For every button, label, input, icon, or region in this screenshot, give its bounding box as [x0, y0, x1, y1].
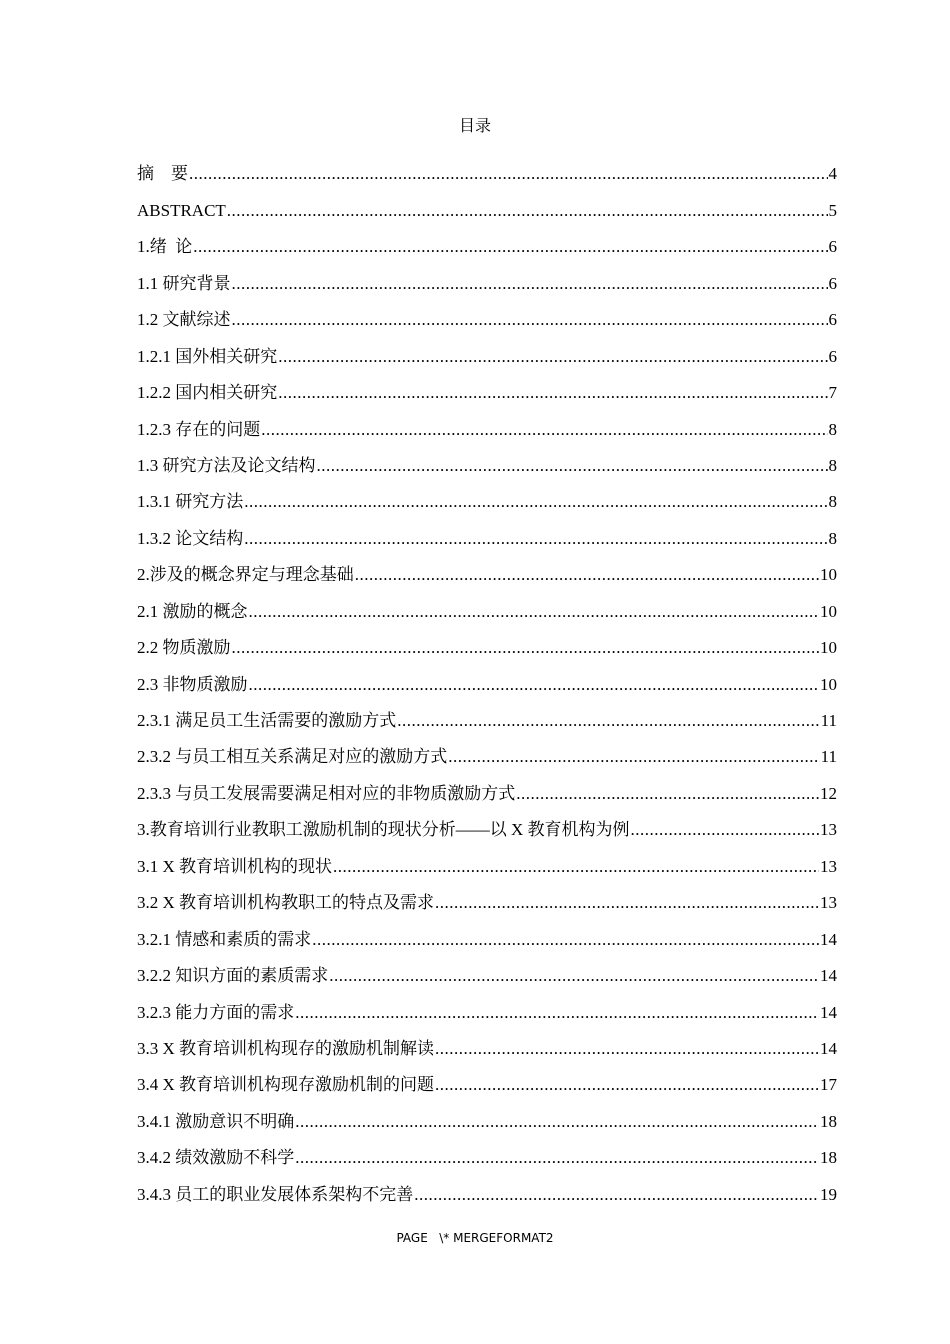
toc-entry[interactable] — [137, 403, 837, 439]
toc-entry-label: 3.2.3 能力方面的需求 — [137, 1002, 295, 1022]
toc-leader-dots — [333, 857, 819, 877]
toc-entry-label: 2.3 非物质激励 — [137, 674, 248, 694]
toc-entry-label: 1.2.1 国外相关研究 — [137, 346, 278, 366]
toc-entry[interactable] — [137, 622, 837, 658]
toc-entry[interactable] — [137, 877, 837, 913]
toc-entry-page: 4 — [828, 164, 837, 184]
toc-entry-label: 3.教育培训行业教职工激励机制的现状分析——以 X 教育机构为例 — [137, 820, 630, 840]
toc-leader-dots — [312, 930, 819, 950]
toc-entry-page: 14 — [820, 1038, 837, 1058]
toc-entry-label: 2.2 物质激励 — [137, 638, 231, 658]
toc-entry[interactable] — [137, 913, 837, 949]
toc-leader-dots — [189, 164, 828, 184]
toc-entry-label: 3.2 X 教育培训机构教职工的特点及需求 — [137, 893, 435, 913]
toc-leader-dots — [232, 310, 828, 330]
toc-entry-page: 8 — [828, 419, 837, 439]
toc-entry[interactable] — [137, 221, 837, 257]
toc-leader-dots — [249, 602, 820, 622]
toc-leader-dots — [317, 456, 828, 476]
toc-entry-page: 14 — [820, 929, 837, 949]
toc-entry[interactable] — [137, 476, 837, 512]
toc-leader-dots — [435, 1075, 819, 1095]
toc-entry-page: 8 — [828, 492, 837, 512]
toc-entry-page: 10 — [820, 565, 837, 585]
toc-entry-label: ABSTRACT — [137, 200, 226, 220]
toc-entry-label: 2.3.2 与员工相互关系满足对应的激励方式 — [137, 747, 448, 767]
toc-entry-page: 7 — [828, 383, 837, 403]
toc-entry[interactable] — [137, 658, 837, 694]
toc-entry-page: 10 — [820, 601, 837, 621]
toc-entry-page: 11 — [820, 711, 837, 730]
toc-entry-label: 1.3.1 研究方法 — [137, 492, 244, 512]
toc-leader-dots — [448, 747, 819, 767]
toc-entry-page: 10 — [820, 674, 837, 694]
toc-leader-dots — [227, 201, 828, 221]
toc-entry-label: 3.3 X 教育培训机构现存的激励机制解读 — [137, 1038, 435, 1058]
toc-leader-dots — [435, 893, 819, 913]
toc-title: 目录 — [458, 118, 491, 135]
toc-entry-page: 18 — [820, 1148, 837, 1168]
toc-entry[interactable] — [137, 257, 837, 293]
toc-entry-page: 6 — [828, 273, 837, 293]
toc-entry[interactable] — [137, 767, 837, 803]
toc-leader-dots — [329, 966, 819, 986]
toc-entry[interactable] — [137, 184, 837, 220]
toc-entry[interactable] — [137, 1168, 837, 1204]
toc-entry-label: 3.4.1 激励意识不明确 — [137, 1111, 295, 1131]
toc-entry-page: 8 — [828, 528, 837, 548]
toc-entry[interactable] — [137, 148, 837, 184]
toc-entry-label: 2.1 激励的概念 — [137, 601, 248, 621]
table-of-contents — [137, 148, 837, 1205]
toc-leader-dots — [397, 711, 819, 731]
toc-entry-page: 19 — [820, 1184, 837, 1204]
toc-leader-dots — [244, 492, 827, 512]
toc-entry-label: 1.2.3 存在的问题 — [137, 419, 261, 439]
toc-entry[interactable] — [137, 585, 837, 621]
toc-entry-page: 12 — [820, 783, 837, 803]
toc-entry-label: 1.3.2 论文结构 — [137, 528, 244, 548]
toc-leader-dots — [435, 1039, 819, 1059]
toc-entry[interactable] — [137, 695, 837, 731]
toc-entry-page: 6 — [828, 346, 837, 366]
toc-entry[interactable] — [137, 1023, 837, 1059]
toc-entry-page: 5 — [828, 200, 837, 220]
page-footer: PAGE \* MERGEFORMAT2 — [396, 1231, 554, 1245]
toc-entry[interactable] — [137, 330, 837, 366]
toc-entry-page: 10 — [820, 638, 837, 658]
toc-leader-dots — [232, 638, 820, 658]
toc-entry[interactable] — [137, 440, 837, 476]
toc-entry-label: 1.3 研究方法及论文结构 — [137, 455, 316, 475]
toc-entry-page: 6 — [828, 237, 837, 257]
toc-entry-label: 3.1 X 教育培训机构的现状 — [137, 856, 333, 876]
toc-entry-page: 13 — [820, 856, 837, 876]
toc-entry-page: 14 — [820, 1002, 837, 1022]
toc-entry-label: 1.绪 论 — [137, 237, 193, 257]
toc-entry-label: 3.4.2 绩效激励不科学 — [137, 1148, 295, 1168]
toc-entry-label: 1.1 研究背景 — [137, 273, 231, 293]
toc-entry[interactable] — [137, 731, 837, 767]
toc-entry[interactable] — [137, 1095, 837, 1131]
toc-leader-dots — [295, 1003, 819, 1023]
toc-entry-page: 8 — [828, 455, 837, 475]
toc-entry[interactable] — [137, 986, 837, 1022]
toc-leader-dots — [232, 274, 828, 294]
toc-entry-label: 3.4.3 员工的职业发展体系架构不完善 — [137, 1184, 414, 1204]
toc-entry-label: 3.4 X 教育培训机构现存激励机制的问题 — [137, 1075, 435, 1095]
toc-entry-label: 3.2.1 情感和素质的需求 — [137, 929, 312, 949]
toc-entry-page: 18 — [820, 1111, 837, 1131]
toc-entry-page: 13 — [820, 893, 837, 913]
toc-leader-dots — [631, 820, 819, 840]
toc-entry-page: 13 — [820, 820, 837, 840]
toc-entry[interactable] — [137, 950, 837, 986]
toc-entry-label: 1.2 文献综述 — [137, 310, 231, 330]
toc-entry[interactable] — [137, 367, 837, 403]
toc-entry[interactable] — [137, 294, 837, 330]
toc-entry[interactable] — [137, 549, 837, 585]
toc-leader-dots — [355, 565, 819, 585]
toc-entry-page: 6 — [828, 310, 837, 330]
toc-entry-page: 14 — [820, 966, 837, 986]
toc-entry-label: 2.3.1 满足员工生活需要的激励方式 — [137, 711, 397, 730]
toc-leader-dots — [295, 1112, 819, 1132]
toc-leader-dots — [414, 1185, 819, 1205]
toc-entry[interactable] — [137, 512, 837, 548]
toc-entry[interactable] — [137, 840, 837, 876]
toc-entry-label: 2.3.3 与员工发展需要满足相对应的非物质激励方式 — [137, 783, 516, 803]
toc-leader-dots — [295, 1148, 819, 1168]
toc-leader-dots — [278, 383, 827, 403]
toc-entry-label: 1.2.2 国内相关研究 — [137, 383, 278, 403]
toc-leader-dots — [278, 347, 827, 367]
toc-entry-label: 2.涉及的概念界定与理念基础 — [137, 565, 354, 585]
toc-leader-dots — [244, 529, 827, 549]
toc-entry-label: 3.2.2 知识方面的素质需求 — [137, 966, 329, 986]
toc-entry[interactable] — [137, 1132, 837, 1168]
toc-leader-dots — [193, 237, 827, 257]
toc-entry-page: 11 — [820, 747, 837, 767]
toc-entry-page: 17 — [820, 1075, 837, 1095]
toc-entry-label: 摘 要 — [137, 164, 188, 184]
toc-entry[interactable] — [137, 1059, 837, 1095]
toc-leader-dots — [249, 675, 820, 695]
toc-entry[interactable] — [137, 804, 837, 840]
toc-leader-dots — [516, 784, 819, 804]
toc-leader-dots — [261, 420, 827, 440]
